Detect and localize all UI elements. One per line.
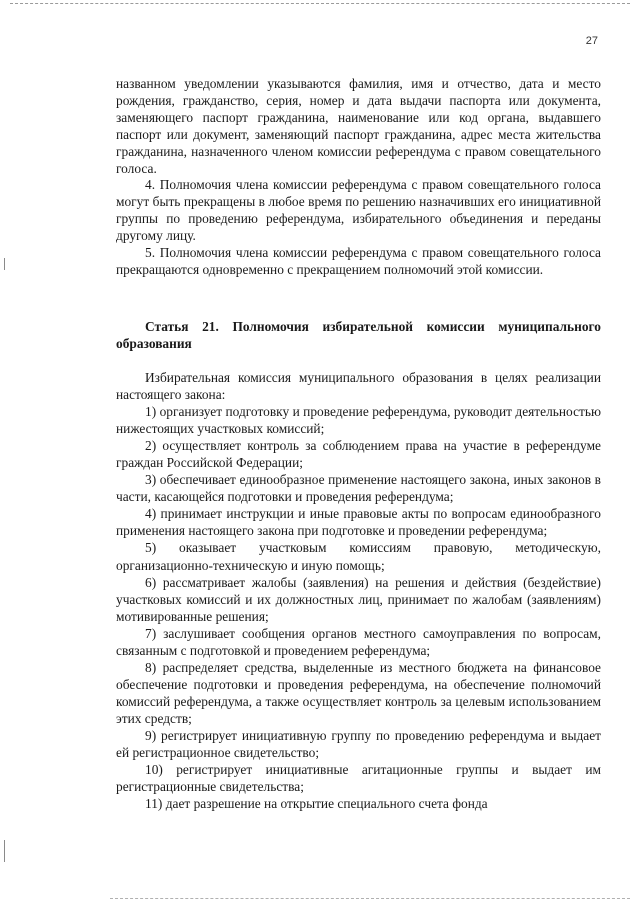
scan-margin-mark — [4, 840, 5, 862]
list-item: 7) заслушивает сообщения органов местного самоуправления по вопросам, связанным с подготовкой и проведением референдума; — [116, 625, 601, 658]
scan-top-edge — [10, 3, 630, 4]
page-number: 27 — [585, 35, 598, 47]
list-item: 6) рассматривает жалобы (заявления) на решения и действия (бездействие) участковых комиссий и их должностных лиц, принимает по жалобам (заявлениям) мотивированные решения; — [116, 574, 601, 624]
list-item: 10) регистрирует инициативные агитационные группы и выдает им регистрационные свидетельства; — [116, 762, 601, 795]
article-body — [116, 369, 601, 812]
list-item: 8) распределяет средства, выделенные из местного бюджета на финансовое обеспечение подготовки и проведения референдума, на обеспечение полномочий комиссий референдума, а также осуществляет контроль за целевым использованием этих средств; — [116, 659, 601, 726]
list-item: 3) обеспечивает единообразное применение настоящего закона, иных законов в части, касающейся подготовки и проведения референдума; — [116, 472, 601, 505]
list-item: 11) дает разрешение на открытие специального счета фонда — [145, 796, 488, 812]
list-item: 4) принимает инструкции и иные правовые акты по вопросам единообразного применения настоящего закона при подготовке и проведении референдума; — [116, 506, 601, 539]
article-intro: Избирательная комиссия муниципального образования в целях реализации настоящего закона: — [116, 370, 601, 403]
list-item: 1) организует подготовку и проведение референдума, руководит деятельностью нижестоящих участковых комиссий; — [116, 404, 601, 437]
intro-text — [116, 76, 601, 279]
scan-bottom-edge — [110, 898, 630, 899]
paragraph-item-5: 5. Полномочия члена комиссии референдума с правом совещательного голоса прекращаются одновременно с прекращением полномочий этой комиссии. — [116, 245, 601, 277]
paragraph-item-4: 4. Полномочия члена комиссии референдума с правом совещательного голоса могут быть прекращены в любое время по решению назначивших его инициативной группы по проведению референдума, избирательного объединения и переданы другому лицу. — [116, 177, 601, 244]
list-item: 9) регистрирует инициативную группу по проведению референдума и выдает ей регистрационное свидетельство; — [116, 727, 601, 761]
article-heading: Статья 21. Полномочия избирательной комиссии муниципального образования — [116, 319, 601, 351]
list-item: 5) оказывает участковым комиссиям правовую, методическую, организационно-техническую и иную помощь; — [116, 540, 601, 573]
scan-margin-mark — [4, 258, 5, 270]
paragraph: названном уведомлении указываются фамилия, имя и отчество, дата и место рождения, гражданство, серия, номер и дата выдачи паспорта или документа, заменяющего паспорт гражданина, наименование или код органа, выдавшего паспорт или документ, заменяющий паспорт гражданина, адрес места жительства гражданина, назначенного членом комиссии референдума с правом совещательного голоса. — [116, 76, 601, 176]
list-item: 2) осуществляет контроль за соблюдением права на участие в референдуме граждан Российской Федерации; — [116, 438, 601, 471]
